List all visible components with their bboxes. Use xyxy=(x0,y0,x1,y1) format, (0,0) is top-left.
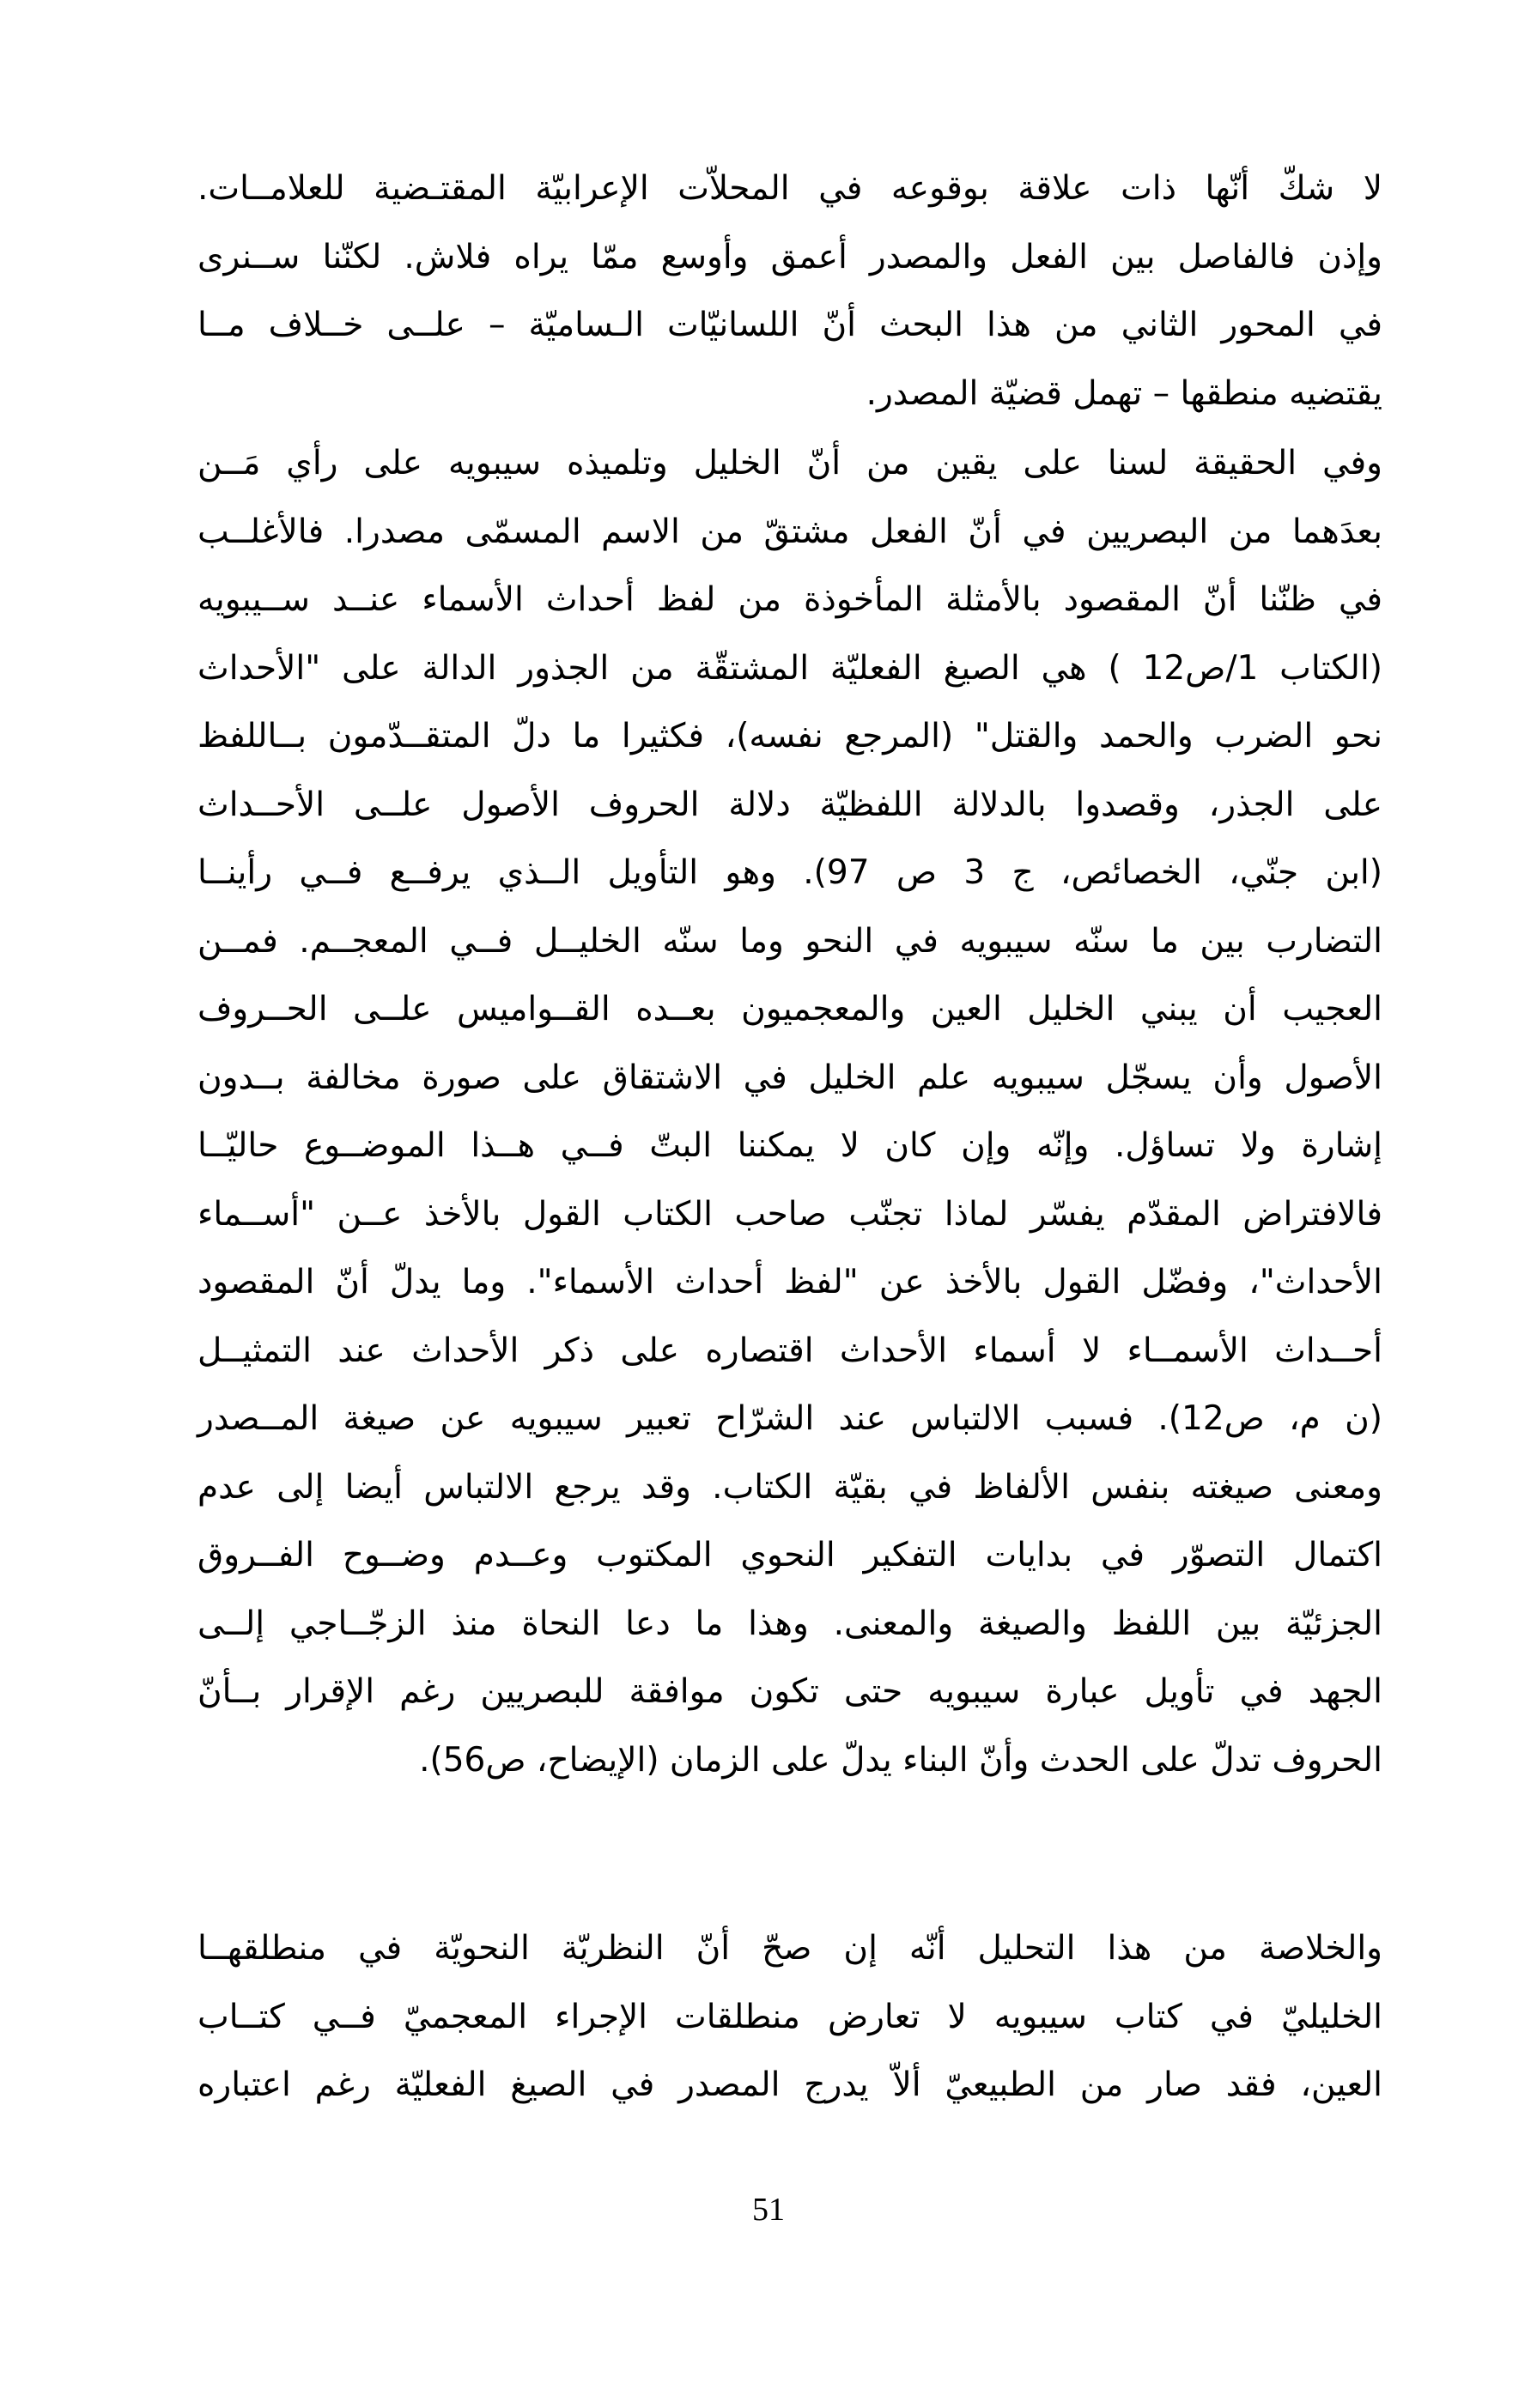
text-line: التضارب بين ما سنّه سيبويه في النحو وما سنّه الخليــل فــي المعجــم. فمــن xyxy=(197,921,1382,961)
text-line: ومعنى صيغته بنفس الألفاظ في بقيّة الكتاب. وقد يرجع الالتباس أيضا إلى عدم xyxy=(197,1467,1382,1507)
text-line: الخليليّ في كتاب سيبويه لا تعارض منطلقات الإجراء المعجميّ فــي كتــاب xyxy=(197,1997,1382,2036)
text-line: بعدَهما من البصريين في أنّ الفعل مشتقّ من الاسم المسمّى مصدرا. فالأغلــب xyxy=(197,512,1382,551)
text-line: (ابن جنّي، الخصائص، ج 3 ص 97). وهو التأويل الــذي يرفــع فــي رأينــا xyxy=(197,853,1382,892)
paragraph-1 xyxy=(197,155,1382,428)
text-line: الأصول وأن يسجّل سيبويه علم الخليل في الاشتقاق على صورة مخالفة بــدون xyxy=(197,1058,1382,1097)
text-line: (ن م، ص12). فسبب الالتباس عند الشرّاح تعبير سيبويه عن صيغة المــصدر xyxy=(197,1399,1382,1438)
text-line: (الكتاب 1/ص12 ) هي الصيغ الفعليّة المشتقّة من الجذور الدالة على "الأحداث xyxy=(197,648,1382,688)
page-number: 51 xyxy=(752,2192,785,2228)
text-line: أحــداث الأسمــاء لا أسماء الأحداث اقتصاره على ذكر الأحداث عند التمثيــل xyxy=(197,1331,1382,1370)
text-line: في المحور الثاني من هذا البحث أنّ اللسانيّات الـساميّة – علــى خــلاف مــا xyxy=(197,306,1382,344)
text-line: العجيب أن يبني الخليل العين والمعجميون بعــده القــواميس علــى الحــروف xyxy=(197,990,1382,1028)
text-line: اكتمال التصوّر في بدايات التفكير النحوي المكتوب وعــدم وضــوح الفــروق xyxy=(197,1536,1382,1574)
text-line: يقتضيه منطقها – تهمل قضيّة المصدر. xyxy=(866,373,1382,413)
text-line: الجهد في تأويل عبارة سيبويه حتى تكون موافقة للبصريين رغم الإقرار بــأنّ xyxy=(197,1672,1382,1711)
text-line: العين، فقد صار من الطبيعيّ ألاّ يدرج المصدر في الصيغ الفعليّة رغم اعتباره xyxy=(197,2065,1382,2104)
text-line: الأحداث"، وفضّل القول بالأخذ عن "لفظ أحداث الأسماء". وما يدلّ أنّ المقصود xyxy=(197,1263,1382,1301)
text-line: فالافتراض المقدّم يفسّر لماذا تجنّب صاحب الكتاب القول بالأخذ عــن "أســماء xyxy=(197,1194,1382,1234)
text-line: نحو الضرب والحمد والقتل" (المرجع نفسه)، فكثيرا ما دلّ المتقــدّمون بــاللفظ xyxy=(197,717,1382,755)
text-line: وإذن فالفاصل بين الفعل والمصدر أعمق وأوسع ممّا يراه فلاش. لكنّنا ســنرى xyxy=(197,237,1382,276)
text-line: والخلاصة من هذا التحليل أنّه إن صحّ أنّ النظريّة النحويّة في منطلقهــا xyxy=(197,1929,1382,1968)
paragraph-3 xyxy=(197,1914,1382,2120)
text-line: إشارة ولا تساؤل. وإنّه وإن كان لا يمكننا البتّ فــي هــذا الموضــوع حاليّــا xyxy=(197,1126,1382,1165)
text-line: لا شكّ أنّها ذات علاقة بوقوعه في المحلاّت الإعرابيّة المقتـضية للعلامــات. xyxy=(197,169,1382,208)
text-line: الجزئيّة بين اللفظ والصيغة والمعنى. وهذا ما دعا النحاة منذ الزجّــاجي إلــى xyxy=(197,1604,1382,1643)
text-line: على الجذر، وقصدوا بالدلالة اللفظيّة دلالة الحروف الأصول علــى الأحــداث xyxy=(197,785,1382,824)
text-line: في ظنّنا أنّ المقصود بالأمثلة المأخوذة من لفظ أحداث الأسماء عنــد ســيبويه xyxy=(197,580,1382,619)
text-line: وفي الحقيقة لسنا على يقين من أنّ الخليل وتلميذه سيبويه على رأي مَــن xyxy=(197,444,1382,482)
paragraph-2 xyxy=(197,429,1382,1794)
text-line: الحروف تدلّ على الحدث وأنّ البناء يدلّ على الزمان (الإيضاح، ص56). xyxy=(419,1740,1382,1780)
